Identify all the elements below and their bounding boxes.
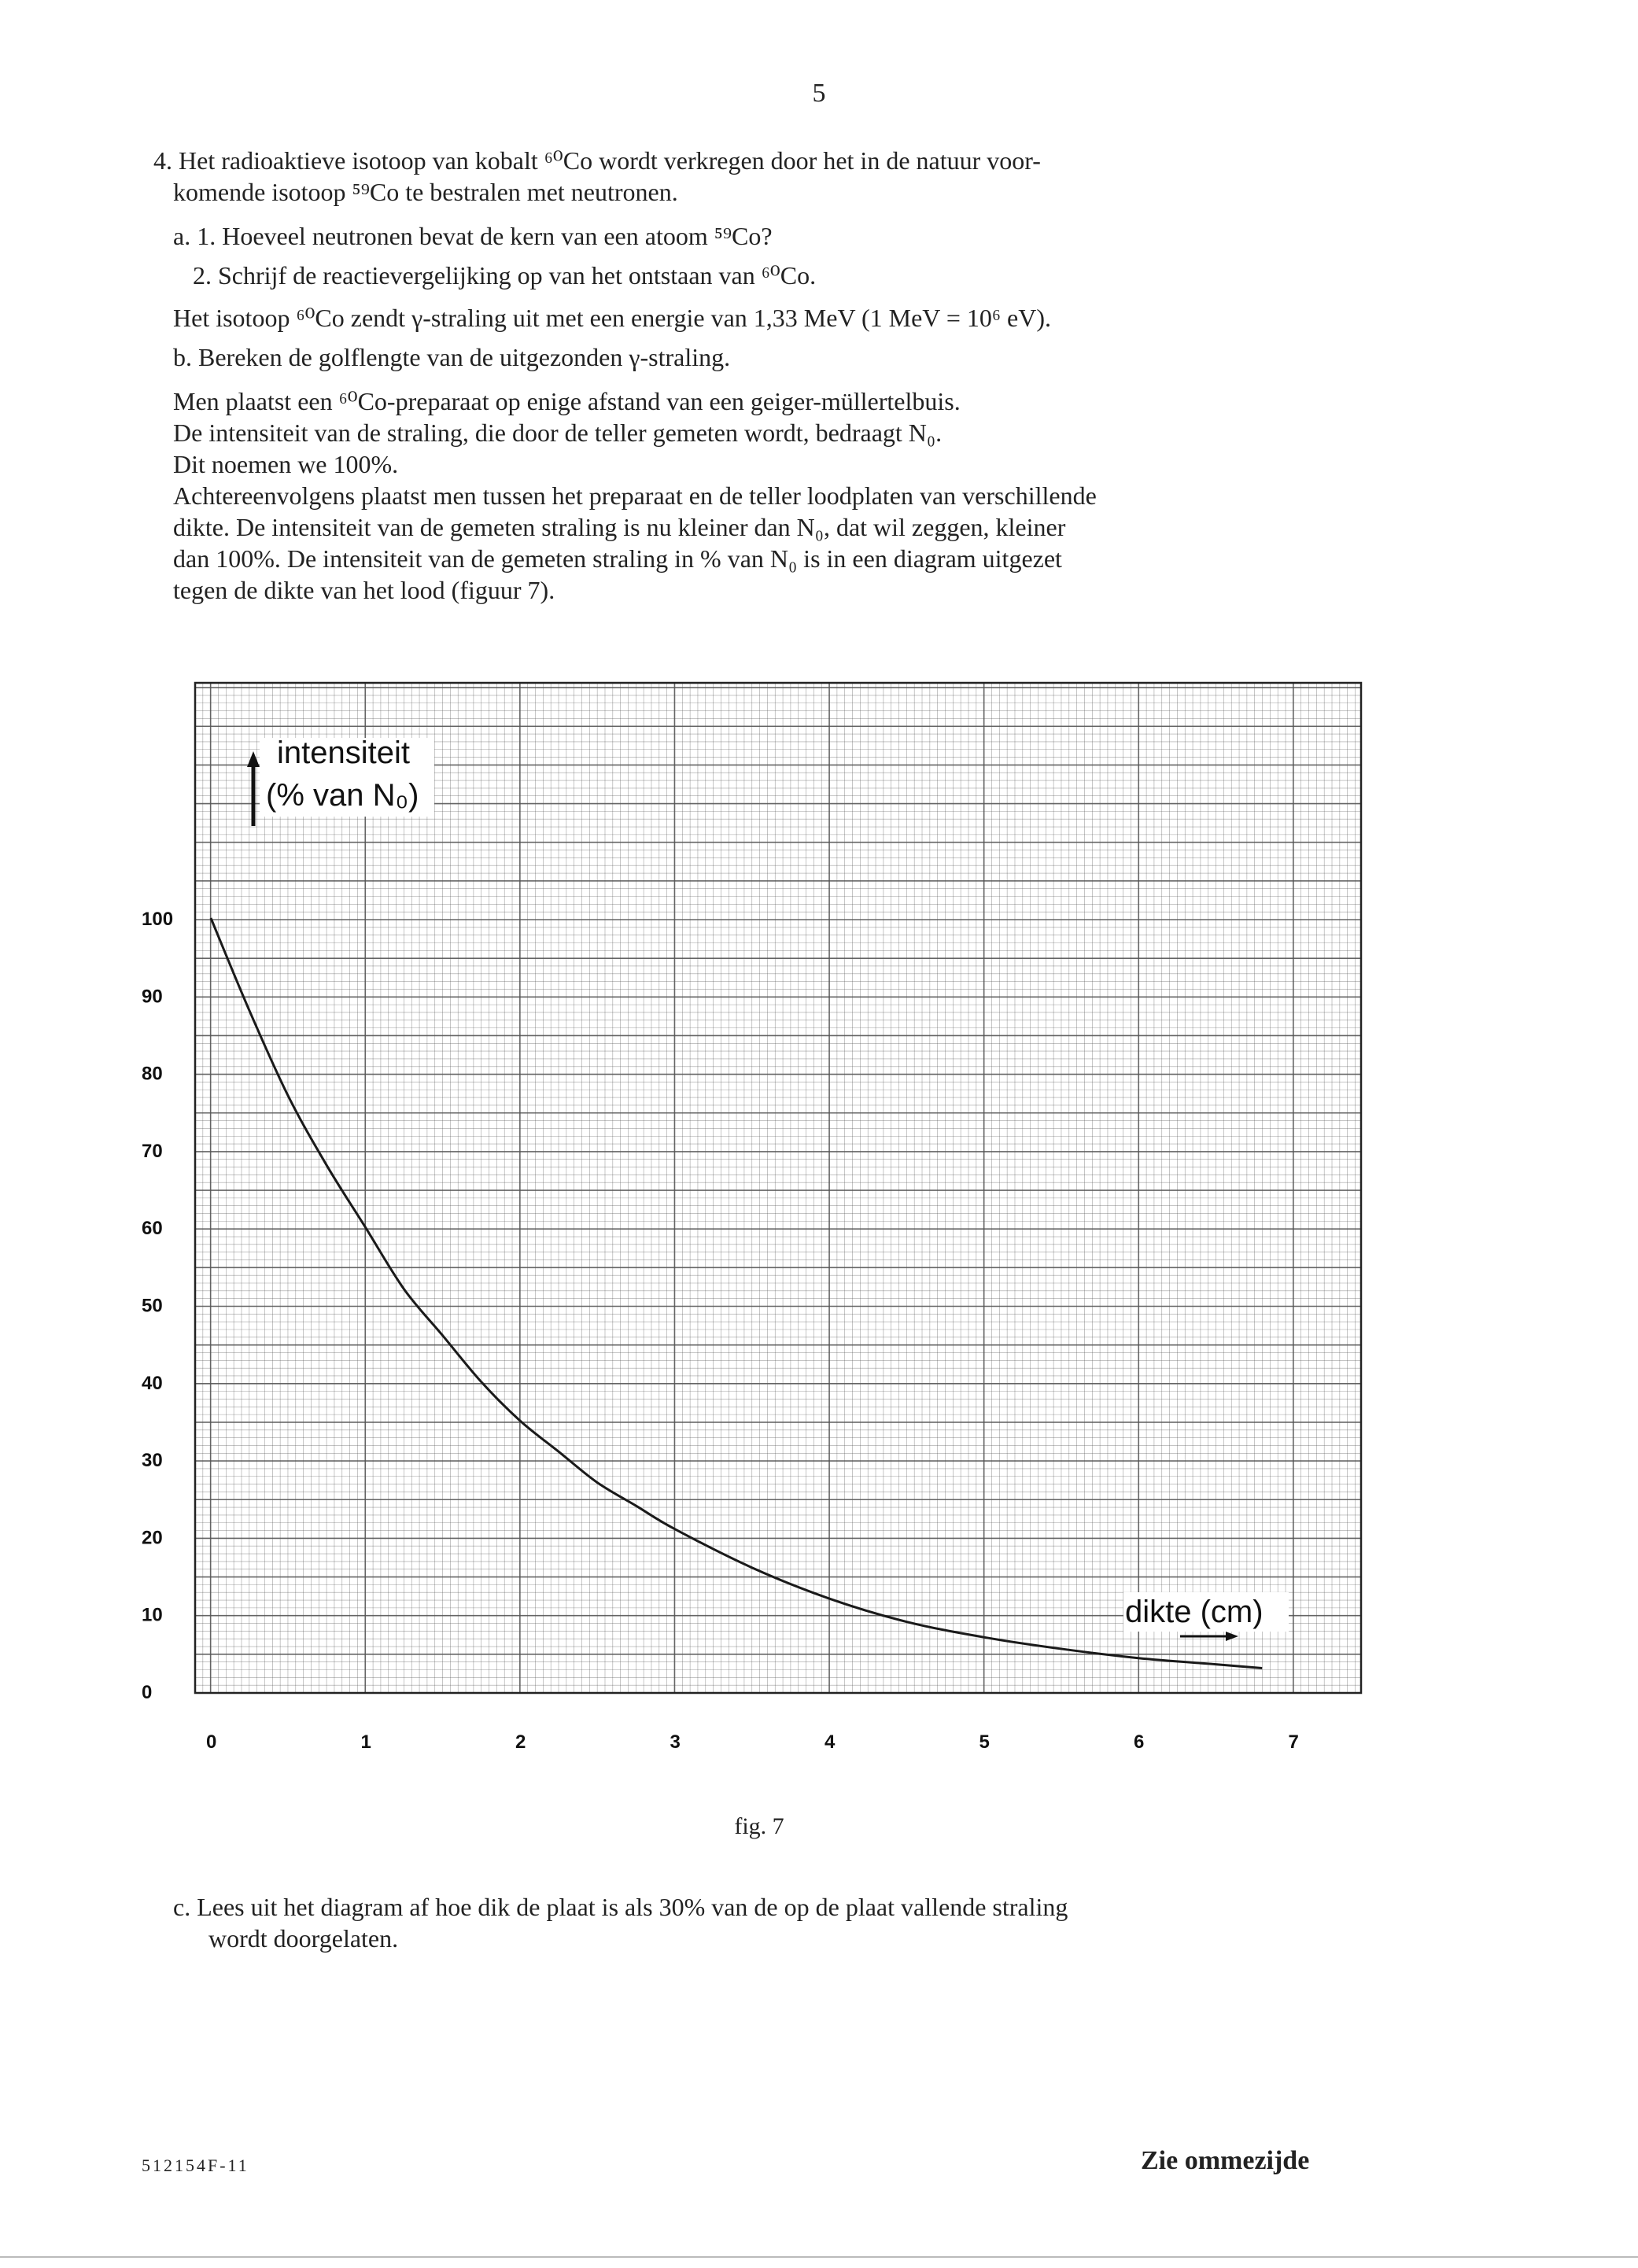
question-line: komende isotoop ⁵⁹Co te bestralen met neutronen.: [173, 178, 678, 206]
question-line: dan 100%. De intensiteit van de gemeten straling in % van N₀ is in een diagram uitgezet: [173, 544, 1062, 573]
x-axis-arrow-head-icon: [1226, 1632, 1238, 1641]
question-line: Het isotoop ⁶⁰Co zendt γ-straling uit met een energie van 1,33 MeV (1 MeV = 10⁶ eV).: [173, 304, 1051, 332]
x-tick-label: 5: [979, 1731, 990, 1753]
y-tick-label: 30: [142, 1450, 163, 1472]
question-line: Men plaatst een ⁶⁰Co-preparaat op enige afstand van een geiger-müllertelbuis.: [173, 387, 961, 415]
x-tick-label: 6: [1134, 1731, 1145, 1753]
x-tick-label: 1: [360, 1731, 371, 1753]
page-bottom-rule: [0, 2256, 1638, 2258]
question-line: b. Bereken de golflengte van de uitgezonden γ-straling.: [173, 343, 731, 371]
page-number: 5: [812, 79, 826, 108]
y-axis-label-unit: (% van N₀): [266, 778, 419, 813]
x-axis-label: dikte (cm): [1125, 1595, 1264, 1629]
question-line: a. 1. Hoeveel neutronen bevat de kern van een atoom ⁵⁹Co?: [173, 222, 773, 250]
question-line: Achtereenvolgens plaatst men tussen het preparaat en de teller loodplaten van verschillende: [173, 481, 1097, 510]
question-line: Dit noemen we 100%.: [173, 450, 399, 478]
y-tick-label: 60: [142, 1218, 163, 1240]
figure-caption: fig. 7: [734, 1813, 784, 1839]
footer-note: Zie ommezijde: [1141, 2146, 1310, 2175]
question-line: tegen de dikte van het lood (figuur 7).: [173, 576, 555, 604]
x-tick-label: 4: [825, 1731, 836, 1753]
question-line: 4. Het radioaktieve isotoop van kobalt ⁶⁰Co wordt verkregen door het in de natuur voor-: [153, 146, 1041, 175]
y-tick-label: 100: [142, 909, 174, 930]
x-tick-label: 7: [1288, 1731, 1299, 1753]
y-tick-label: 10: [142, 1604, 163, 1626]
part-c-line: c. Lees uit het diagram af hoe dik de plaat is als 30% van de op de plaat vallende straling: [173, 1893, 1068, 1921]
y-tick-label: 70: [142, 1140, 163, 1162]
y-tick-label: 50: [142, 1295, 163, 1317]
x-tick-label: 3: [670, 1731, 681, 1753]
question-line: De intensiteit van de straling, die door de teller gemeten wordt, bedraagt N₀.: [173, 419, 943, 447]
y-tick-label: 40: [142, 1372, 163, 1394]
question-line: 2. Schrijf de reactievergelijking op van het ontstaan van ⁶⁰Co.: [193, 261, 817, 289]
footer-code: 512154F-11: [142, 2156, 249, 2175]
x-tick-label: 0: [206, 1731, 217, 1753]
x-tick-label: 2: [515, 1731, 526, 1753]
part-c-line: wordt doorgelaten.: [208, 1924, 399, 1953]
question-line: dikte. De intensiteit van de gemeten straling is nu kleiner dan N₀, dat wil zeggen, kleiner: [173, 513, 1066, 541]
y-tick-label: 20: [142, 1527, 163, 1549]
y-tick-label: 90: [142, 986, 163, 1008]
y-axis-arrow-head-icon: [247, 751, 260, 767]
y-axis-label: intensiteit: [277, 736, 410, 770]
y-tick-label: 0: [142, 1682, 153, 1703]
y-tick-label: 80: [142, 1063, 163, 1085]
